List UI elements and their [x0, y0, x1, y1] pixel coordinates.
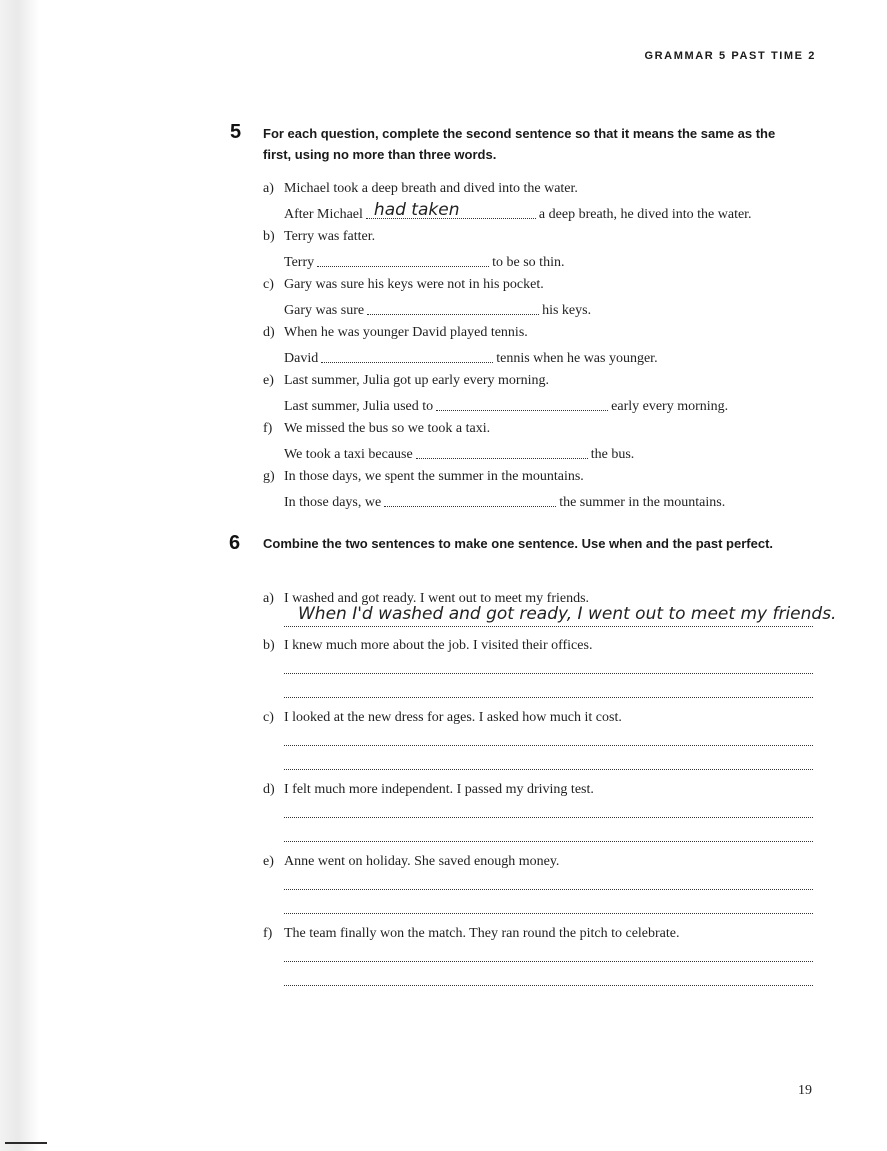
answer-line[interactable] — [284, 913, 813, 914]
ex5-answer-e — [284, 396, 728, 416]
answer-line[interactable] — [284, 745, 813, 746]
ex6-item-c — [263, 709, 622, 727]
item-letter: b) — [263, 229, 275, 244]
item-sentence: I washed and got ready. I went out to meet my friends. — [284, 591, 590, 606]
item-letter: e) — [263, 854, 274, 869]
answer-blank[interactable] — [317, 252, 489, 267]
answer-line[interactable] — [284, 673, 813, 674]
item-letter: g) — [263, 469, 275, 484]
item-sentence: Last summer, Julia got up early every morning. — [284, 373, 549, 388]
item-letter: d) — [263, 325, 275, 340]
prompt-end: tennis when he was younger. — [496, 351, 658, 366]
exercise-5-instruction: For each question, complete the second sentence so that it means the same as the first, using no more than three words. — [263, 126, 776, 162]
ex5-answer-g — [284, 492, 725, 512]
prompt-start: We took a taxi because — [284, 447, 413, 462]
exercise-6-number: 6 — [229, 532, 241, 554]
answer-line[interactable] — [284, 841, 813, 842]
item-sentence: The team finally won the match. They ran round the pitch to celebrate. — [284, 926, 680, 941]
ex5-item-b — [263, 228, 375, 246]
prompt-end: to be so thin. — [492, 255, 565, 270]
prompt-start: Last summer, Julia used to — [284, 399, 434, 414]
ex5-item-a — [263, 180, 578, 198]
ex5-item-e — [263, 372, 549, 390]
prompt-end: his keys. — [542, 303, 592, 318]
answer-line[interactable] — [284, 817, 813, 818]
ex5-item-c — [263, 276, 544, 294]
answer-blank[interactable] — [367, 300, 539, 315]
item-letter: a) — [263, 591, 274, 606]
prompt-end: the summer in the mountains. — [559, 495, 726, 510]
answer-blank[interactable] — [384, 492, 556, 507]
answer-blank[interactable] — [436, 396, 608, 411]
scan-edge-mark — [5, 1142, 47, 1144]
item-sentence: We missed the bus so we took a taxi. — [284, 421, 491, 436]
exercise-5-number: 5 — [230, 121, 242, 143]
item-sentence: Michael took a deep breath and dived into the water. — [284, 181, 578, 196]
book-spine-shadow — [0, 0, 40, 1151]
prompt-end: a deep breath, he dived into the water. — [538, 207, 752, 222]
ex5-answer-d — [284, 348, 658, 368]
answer-line[interactable] — [284, 697, 813, 698]
item-letter: a) — [263, 181, 274, 196]
prompt-start: Gary was sure — [284, 303, 365, 318]
exercise-6-instruction: Combine the two sentences to make one sentence. Use when and the past perfect. — [263, 536, 774, 551]
item-sentence: In those days, we spent the summer in the mountains. — [284, 469, 584, 484]
prompt-start: Terry — [284, 255, 315, 270]
ex6-item-d — [263, 781, 594, 799]
ex5-answer-c — [284, 300, 591, 320]
prompt-start: David — [284, 351, 319, 366]
answer-line[interactable] — [284, 769, 813, 770]
answer-line[interactable] — [284, 961, 813, 962]
item-sentence: Terry was fatter. — [284, 229, 376, 244]
handwritten-answer: When I'd washed and got ready, I went out to meet my friends. — [298, 604, 837, 624]
answer-line[interactable] — [284, 604, 837, 627]
ex5-item-d — [263, 324, 528, 342]
item-sentence: I looked at the new dress for ages. I asked how much it cost. — [284, 710, 622, 725]
ex5-item-g — [263, 468, 584, 486]
prompt-end: early every morning. — [611, 399, 729, 414]
answer-line[interactable] — [284, 985, 813, 986]
page-number: 19 — [798, 1083, 812, 1098]
item-sentence: Anne went on holiday. She saved enough money. — [284, 854, 560, 869]
answer-line[interactable] — [284, 889, 813, 890]
running-head: GRAMMAR 5 PAST TIME 2 — [644, 50, 816, 62]
ex5-answer-a — [284, 200, 752, 224]
item-sentence: Gary was sure his keys were not in his pocket. — [284, 277, 544, 292]
item-letter: f) — [263, 926, 273, 941]
item-letter: c) — [263, 277, 274, 292]
prompt-start: After Michael — [284, 207, 363, 222]
ex5-answer-b — [284, 252, 564, 272]
item-letter: e) — [263, 373, 274, 388]
item-sentence: I knew much more about the job. I visited their offices. — [284, 638, 593, 653]
prompt-start: In those days, we — [284, 495, 382, 510]
ex6-item-f — [263, 925, 680, 943]
item-letter: b) — [263, 638, 275, 653]
item-letter: f) — [263, 421, 273, 436]
item-letter: c) — [263, 710, 274, 725]
prompt-end: the bus. — [590, 447, 635, 462]
answer-blank[interactable] — [366, 200, 536, 220]
ex6-item-b — [263, 637, 592, 655]
ex5-answer-f — [284, 444, 634, 464]
item-sentence: When he was younger David played tennis. — [284, 325, 528, 340]
answer-blank[interactable] — [321, 348, 493, 363]
item-letter: d) — [263, 782, 275, 797]
answer-blank[interactable] — [416, 444, 588, 459]
handwritten-answer: had taken — [373, 200, 460, 220]
ex5-item-f — [263, 420, 490, 438]
item-sentence: I felt much more independent. I passed my driving test. — [284, 782, 594, 797]
ex6-item-e — [263, 853, 559, 871]
